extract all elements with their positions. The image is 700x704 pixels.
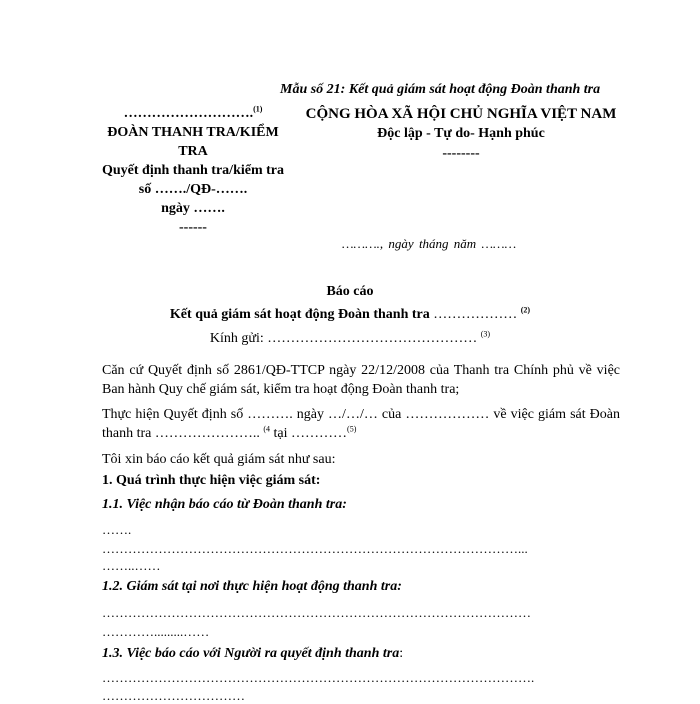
form-number: Mẫu số 21: Kết quả giám sát hoạt động Đoàn thanh tra [280, 82, 601, 97]
footnote-4: (4 [263, 424, 271, 434]
footnote-2: (2) [520, 305, 531, 315]
inspection-team-name: ĐOÀN THANH TRA/KIỂM TRA [107, 125, 279, 159]
report-title: Báo cáo [326, 284, 374, 299]
section-1-2-heading: 1.2. Giám sát tại nơi thực hiện hoạt động thanh tra: [102, 579, 402, 594]
decision-date: ngày ……. [161, 201, 225, 216]
report-recipient: Kính gửi: ……………………………………… $^{(3)}$ [209, 329, 491, 346]
report-subtitle: Kết quả giám sát hoạt động Đoàn thanh tra ……………… $^{(2)}$ [169, 305, 531, 322]
section-1-heading: 1. Quá trình thực hiện việc giám sát: [102, 473, 321, 488]
national-header-block [296, 104, 626, 164]
footnote-3: (3) [480, 329, 491, 339]
fill-line: ………….........…… [102, 624, 210, 639]
left-divider: ------ [179, 220, 207, 235]
footnote-1: (1) [253, 104, 263, 114]
fill-line: ……. [102, 522, 132, 537]
decision-reference: Quyết định thanh tra/kiểm tra số ……./QĐ-……. [101, 163, 284, 197]
section-1-1-heading: 1.1. Việc nhận báo cáo từ Đoàn thanh tra: [102, 497, 347, 512]
date-line: ………., ngày tháng năm ……… [342, 236, 517, 251]
intro-paragraph: Tôi xin báo cáo kết quả giám sát như sau: [102, 452, 336, 467]
fill-line: ……..…… [102, 558, 161, 573]
footnote-5: (5) [347, 424, 357, 434]
section-1-3-heading: 1.3. Việc báo cáo với Người ra quyết định thanh tra: [102, 646, 404, 661]
agency-placeholder: ……………………….$^{(1)}$ [123, 104, 263, 121]
national-motto: Độc lập - Tự do- Hạnh phúc [377, 126, 545, 141]
fill-line: …………………………… [102, 688, 245, 703]
legal-basis-paragraph: Căn cứ Quyết định số 2861/QĐ-TTCP ngày 22/12/2008 của Thanh tra Chính phủ về việc Ban hành Quy chế giám sát, kiểm tra hoạt động Đoàn thanh tra; [102, 363, 620, 397]
fill-line: ……………………………………………………………………………………... [102, 541, 528, 556]
right-divider: -------- [442, 146, 480, 161]
implementation-paragraph: Thực hiện Quyết định số ………. ngày …/…/… của ……………… về việc giám sát Đoàn thanh tra ………………….. $^{(4}$ tại …………$^{(5)}$ [102, 407, 620, 441]
fill-line: ……………………………………………………………………………………… [102, 605, 531, 620]
issuing-agency-block [98, 104, 288, 237]
national-title: CỘNG HÒA XÃ HỘI CHỦ NGHĨA VIỆT NAM [305, 106, 617, 122]
fill-line: ………………………………………………………………………………………. [102, 670, 535, 685]
